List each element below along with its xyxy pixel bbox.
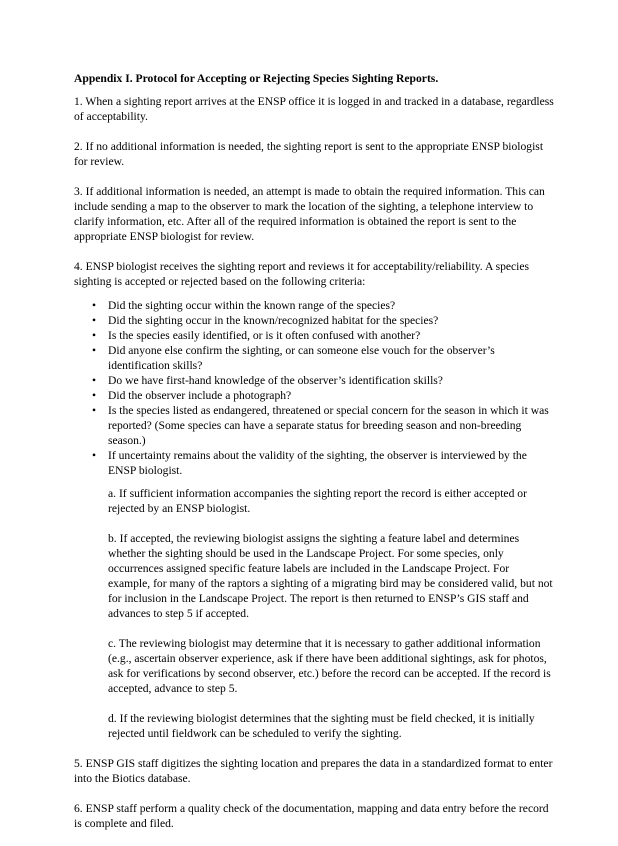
- substeps: [108, 486, 554, 741]
- bullet-icon: •: [91, 299, 97, 312]
- bullet-icon: •: [91, 329, 97, 342]
- criteria-item: • Did the sighting occur within the known range of the species?: [74, 298, 554, 313]
- criteria-item: • Do we have first-hand knowledge of the observer’s identification skills?: [74, 373, 554, 388]
- bullet-icon: •: [91, 314, 97, 327]
- criteria-item: • Did anyone else confirm the sighting, or can someone else vouch for the observer’s identification skills?: [74, 343, 554, 373]
- criteria-item: • Is the species listed as endangered, threatened or special concern for the season in which it was reported? (Some species can have a separate status for breeding season and non-breeding season.): [74, 403, 554, 448]
- substep-c: c. The reviewing biologist may determine that it is necessary to gather additional information (e.g., ascertain observer experience, ask if there have been additional sightings, ask for photos, ask for verifications by second observer, etc.) before the record can be accepted. If the record is accepted, advance to step 5.: [108, 637, 551, 695]
- document-body: [74, 71, 554, 846]
- step-5: 5. ENSP GIS staff digitizes the sighting location and prepares the data in a standardized format to enter into the Biotics database.: [74, 757, 553, 785]
- step-1: 1. When a sighting report arrives at the ENSP office it is logged in and tracked in a database, regardless of acceptability.: [74, 95, 554, 123]
- substep-a: a. If sufficient information accompanies the sighting report the record is either accepted or rejected by an ENSP biologist.: [108, 487, 527, 515]
- criteria-item: • If uncertainty remains about the validity of the sighting, the observer is interviewed by the ENSP biologist.: [74, 448, 554, 478]
- appendix-heading: Appendix I. Protocol for Accepting or Rejecting Species Sighting Reports.: [74, 72, 439, 85]
- step-2: 2. If no additional information is needed, the sighting report is sent to the appropriate ENSP biologist for review.: [74, 140, 544, 168]
- bullet-icon: •: [91, 389, 97, 402]
- substep-d: d. If the reviewing biologist determines that the sighting must be field checked, it is initially rejected until fieldwork can be scheduled to verify the sighting.: [108, 712, 535, 740]
- criteria-list: [74, 298, 554, 478]
- criteria-item: • Is the species easily identified, or is it often confused with another?: [74, 328, 554, 343]
- bullet-icon: •: [91, 449, 97, 462]
- substep-b: b. If accepted, the reviewing biologist assigns the sighting a feature label and determines whether the sighting should be used in the Landscape Project. For some species, only occurrences assigned specific feature labels are included in the Landscape Project. For example, for many of the raptors a sighting of a migrating bird may be considered valid, but not for inclusion in the Landscape Project. The report is then returned to ENSP’s GIS staff and advances to step 5 if accepted.: [108, 532, 553, 620]
- bullet-icon: •: [91, 374, 97, 387]
- criteria-item: • Did the sighting occur in the known/recognized habitat for the species?: [74, 313, 554, 328]
- step-6: 6. ENSP staff perform a quality check of the documentation, mapping and data entry before the record is complete and filed.: [74, 802, 549, 830]
- bullet-icon: •: [91, 344, 97, 357]
- step-3: 3. If additional information is needed, an attempt is made to obtain the required information. This can include sending a map to the observer to mark the location of the sighting, a telephone interview to clarify information, etc. After all of the required information is obtained the report is sent to the appropriate ENSP biologist for review.: [74, 185, 545, 243]
- criteria-item: • Did the observer include a photograph?: [74, 388, 554, 403]
- bullet-icon: •: [91, 404, 97, 417]
- step-4: 4. ENSP biologist receives the sighting report and reviews it for acceptability/reliability. A species sighting is accepted or rejected based on the following criteria:: [74, 260, 530, 288]
